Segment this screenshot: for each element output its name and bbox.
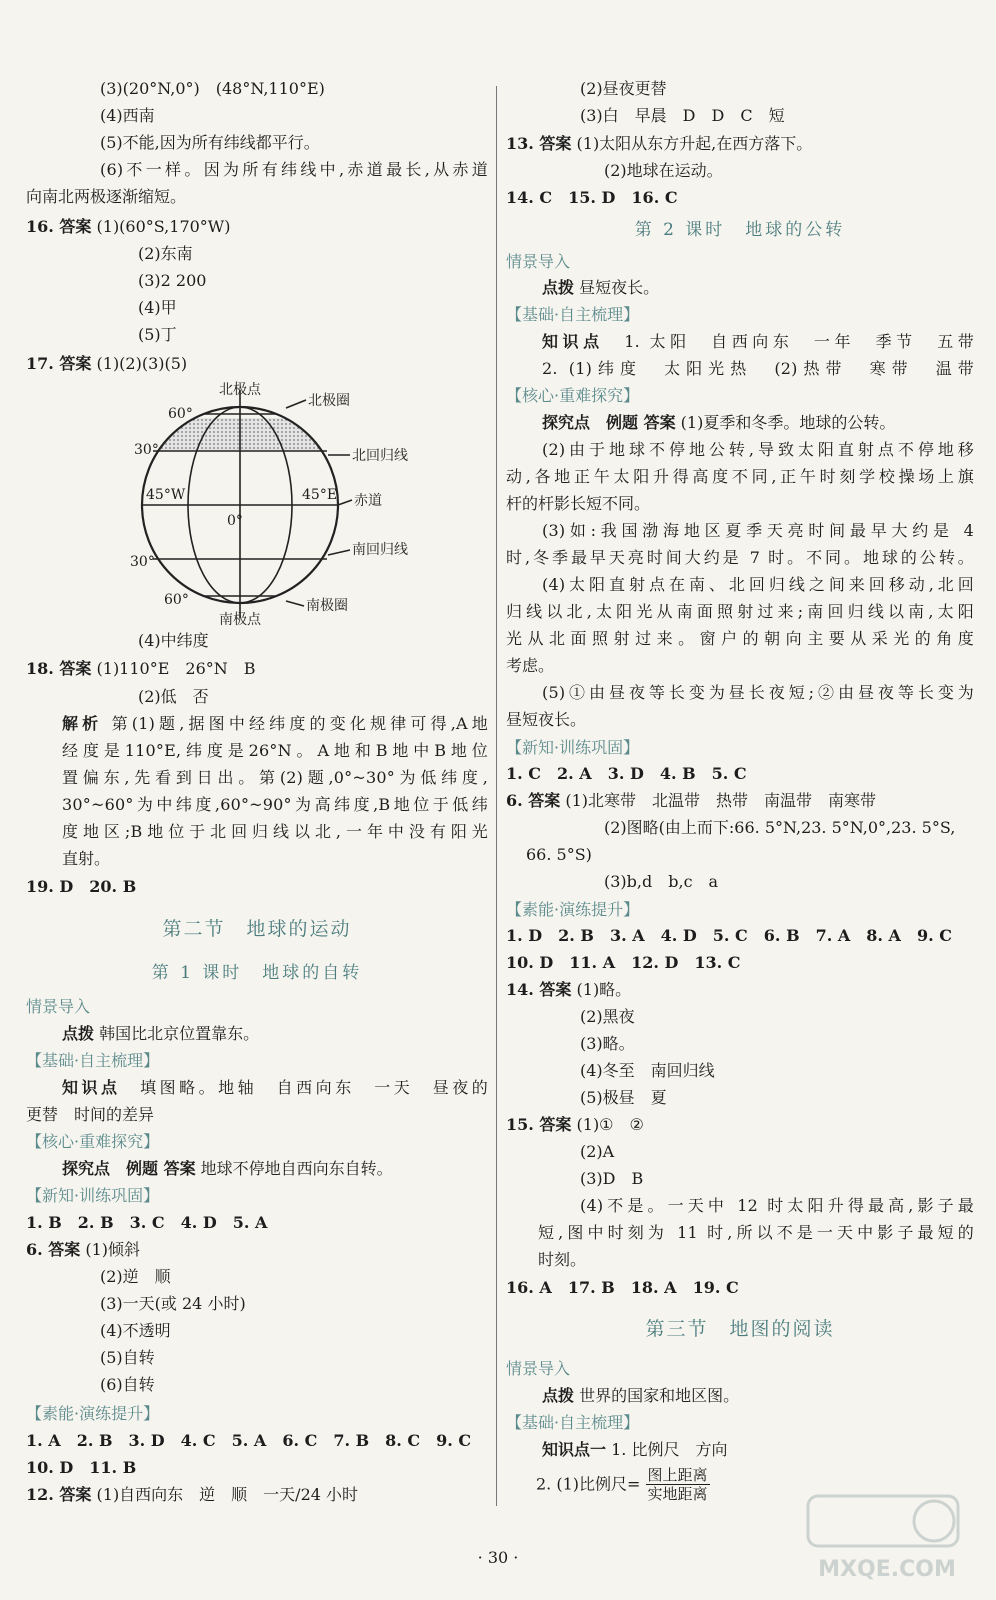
- label-lat-60n: 60°: [168, 406, 193, 422]
- analysis-line: 置偏东,先看到日出。第(2)题,0°~30°为低纬度,: [62, 768, 488, 787]
- tag-basic: 【基础·自主梳理】: [26, 1051, 160, 1070]
- answer-line: (5)自转: [100, 1348, 155, 1367]
- analysis-line: 直射。: [62, 849, 111, 868]
- tag-core: 【核心·重难探究】: [506, 386, 640, 405]
- column-divider: [496, 86, 497, 1506]
- question-label: 12. 答案: [26, 1485, 92, 1504]
- section-title: 第二节 地球的运动: [162, 918, 352, 940]
- answer-text: (1)(60°S,170°W): [96, 217, 231, 236]
- explore-line: 动,各地正午太阳升得高度不同,正午时刻学校操场上旗: [506, 467, 974, 486]
- question-6: [26, 1239, 488, 1261]
- fraction-denominator: 实地距离: [647, 1485, 708, 1503]
- watermark-logo: [802, 1488, 972, 1588]
- answer-line: 1. C 2. A 3. D 4. B 5. C: [506, 764, 747, 783]
- question-label: 18. 答案: [26, 659, 92, 678]
- explore-line: [26, 1158, 488, 1180]
- answer-line: (3)2 200: [138, 271, 207, 290]
- question-12: [26, 1484, 488, 1506]
- explore-line: (3)如:我国渤海地区夏季天亮时间最早大约是 4: [542, 521, 974, 540]
- analysis-line: 度地区;B地位于北回归线以北,一年中没有阳光: [62, 822, 488, 841]
- tag-core: 【核心·重难探究】: [26, 1132, 160, 1151]
- question-16: [26, 216, 488, 238]
- hint-line: [506, 1385, 974, 1407]
- explore-text: 地球不停地自西向东自转。: [200, 1159, 393, 1178]
- answer-line: (2)逆 顺: [100, 1267, 171, 1286]
- leader-tropic-s: [328, 550, 350, 555]
- answer-line: 短,图中时刻为 11 时,所以不是一天中影子最短的: [538, 1223, 974, 1242]
- question-6: [506, 790, 974, 812]
- answer-line: 14. C 15. D 16. C: [506, 188, 678, 207]
- hint-line: [26, 1023, 488, 1045]
- explore-line: 昼短夜长。: [506, 710, 587, 729]
- answer-line: (5)丁: [138, 325, 177, 344]
- answer-line: (2)黑夜: [580, 1007, 635, 1026]
- label-lat-30n: 30°: [134, 442, 159, 458]
- explore-line: 光从北面照射过来。窗户的朝向主要从采光的角度: [506, 629, 974, 648]
- hint-label: 点拨: [542, 1386, 575, 1405]
- explore-line: [506, 412, 974, 434]
- answer-text: (1)自西向东 逆 顺 一天/24 小时: [96, 1485, 359, 1504]
- label-45w: 45°W: [146, 487, 186, 503]
- answer-line: (3)一天(或 24 小时): [100, 1294, 246, 1313]
- question-label: 6. 答案: [506, 791, 561, 810]
- answer-line: (6)不一样。因为所有纬线中,赤道最长,从赤道: [100, 160, 488, 179]
- answer-line: 1. D 2. B 3. A 4. D 5. C 6. B 7. A 8. A 9. C: [506, 926, 952, 945]
- fraction-numerator: 图上距离: [647, 1466, 708, 1484]
- label-equator: 赤道: [354, 493, 382, 509]
- explore-text: (1)夏季和冬季。地球的公转。: [680, 413, 896, 432]
- answer-text: (1)① ②: [576, 1115, 644, 1134]
- answer-text: (1)略。: [576, 980, 632, 999]
- watermark-text: MXQE.COM: [818, 1557, 956, 1582]
- formula-lead: 2. (1)比例尺=: [536, 1474, 641, 1494]
- tag-intro: 情景导入: [506, 1359, 571, 1378]
- label-north-pole: 北极点: [219, 382, 261, 398]
- knowledge-line: 更替 时间的差异: [26, 1105, 155, 1124]
- analysis-line: 经度是110°E,纬度是26°N。A地和B地中B地位: [62, 741, 488, 760]
- tag-ability: 【素能·演练提升】: [506, 900, 640, 919]
- section-title: 第三节 地图的阅读: [645, 1318, 835, 1340]
- hint-text: 韩国比北京位置靠东。: [99, 1024, 260, 1043]
- question-17: [26, 353, 488, 375]
- knowledge-label: 知识点: [542, 332, 604, 351]
- answer-line: 19. D 20. B: [26, 877, 137, 896]
- answer-line: (4)不透明: [100, 1321, 171, 1340]
- hint-text: 昼短夜长。: [579, 278, 660, 297]
- label-tropic-s: 南回归线: [352, 542, 408, 558]
- answer-text: (1)(2)(3)(5): [96, 354, 188, 373]
- answer-line: 时刻。: [538, 1250, 587, 1269]
- explore-line: (2)由于地球不停地公转,导致太阳直射点不停地移: [542, 440, 974, 459]
- question-label: 13. 答案: [506, 134, 572, 153]
- tag-ability: 【素能·演练提升】: [26, 1404, 160, 1423]
- tag-intro: 情景导入: [506, 252, 571, 271]
- knowledge-line: [506, 331, 974, 353]
- explore-line: 考虑。: [506, 656, 555, 675]
- answer-line: 1. B 2. B 3. C 4. D 5. A: [26, 1213, 268, 1232]
- question-13: [506, 133, 974, 155]
- knowledge-label: 知识点一: [542, 1440, 607, 1459]
- analysis-line: [26, 713, 488, 735]
- hint-label: 点拨: [542, 278, 575, 297]
- label-tropic-n: 北回归线: [352, 448, 408, 464]
- answer-line: (2)东南: [138, 244, 193, 263]
- analysis-label: 解析: [62, 714, 103, 733]
- lesson-title: 第 1 课时 地球的自转: [151, 963, 363, 983]
- answer-line: (2)低 否: [138, 687, 209, 706]
- answer-line: (3)略。: [580, 1034, 635, 1053]
- lesson-title: 第 2 课时 地球的公转: [634, 220, 846, 240]
- leader-arctic: [286, 400, 306, 408]
- answer-line: (4)西南: [100, 106, 155, 125]
- question-label: 17. 答案: [26, 354, 92, 373]
- question-label: 14. 答案: [506, 980, 572, 999]
- question-label: 6. 答案: [26, 1240, 81, 1259]
- fraction: [646, 1466, 710, 1503]
- answer-line: (2)昼夜更替: [580, 79, 667, 98]
- answer-line: (2)A: [580, 1142, 615, 1161]
- question-15: [506, 1114, 974, 1136]
- knowledge-line: 2. (1)纬度 太阳光热 (2)热带 寒带 温带: [542, 359, 974, 378]
- answer-line: 16. A 17. B 18. A 19. C: [506, 1278, 739, 1297]
- answer-line: (3)(20°N,0°) (48°N,110°E): [100, 79, 325, 98]
- knowledge-line: [26, 1077, 488, 1099]
- answer-line: (4)中纬度: [138, 631, 209, 650]
- knowledge-line: [506, 1439, 974, 1461]
- question-label: 16. 答案: [26, 217, 92, 236]
- answer-line: (6)自转: [100, 1375, 155, 1394]
- analysis-text: 第(1)题,据图中经纬度的变化规律可得,A地: [111, 714, 488, 733]
- explore-line: 时,冬季最早天亮时间大约是 7 时。不同。地球的公转。: [506, 548, 974, 567]
- label-lat-30s: 30°: [130, 554, 155, 570]
- answer-line: (2)图略(由上而下:66. 5°N,23. 5°N,0°,23. 5°S,: [604, 818, 956, 837]
- knowledge-text: 1. 比例尺 方向: [611, 1440, 728, 1459]
- explore-line: (5)①由昼夜等长变为昼长夜短;②由昼夜等长变为: [542, 683, 974, 702]
- label-arctic: 北极圈: [308, 393, 350, 409]
- answer-text: (1)太阳从东方升起,在西方落下。: [576, 134, 813, 153]
- answer-line: (3)b,d b,c a: [604, 872, 719, 891]
- page-number: · 30 ·: [477, 1548, 519, 1567]
- hint-line: [506, 277, 974, 299]
- tag-basic: 【基础·自主梳理】: [506, 1413, 640, 1432]
- analysis-line: 30°~60°为中纬度,60°~90°为高纬度,B地位于低纬: [62, 795, 488, 814]
- tag-intro: 情景导入: [26, 997, 91, 1016]
- label-antarctic: 南极圈: [306, 598, 348, 614]
- answer-line: 10. D 11. B: [26, 1458, 137, 1477]
- answer-line: (2)地球在运动。: [604, 161, 723, 180]
- knowledge-text: 填图略。地轴 自西向东 一天 昼夜的: [140, 1078, 488, 1097]
- answer-line: (3)D B: [580, 1169, 644, 1188]
- answer-line: (5)不能,因为所有纬线都平行。: [100, 133, 320, 152]
- answer-line: (4)不是。一天中 12 时太阳升得最高,影子最: [580, 1196, 974, 1215]
- tag-basic: 【基础·自主梳理】: [506, 305, 640, 324]
- answer-line: 向南北两极逐渐缩短。: [26, 187, 187, 206]
- leader-antarctic: [286, 601, 304, 606]
- explore-line: 杆的杆影长短不同。: [506, 494, 651, 513]
- label-south-pole: 南极点: [219, 612, 261, 628]
- globe-diagram: [100, 378, 460, 628]
- explore-label: 探究点 例题 答案: [542, 413, 676, 432]
- leader-equator: [338, 500, 352, 505]
- answer-line: 1. A 2. B 3. D 4. C 5. A 6. C 7. B 8. C 9. C: [26, 1431, 472, 1450]
- answer-line: 66. 5°S): [526, 845, 592, 864]
- question-18: [26, 658, 488, 680]
- tag-practice: 【新知·训练巩固】: [506, 738, 640, 757]
- answer-line: (5)极昼 夏: [580, 1088, 667, 1107]
- question-label: 15. 答案: [506, 1115, 572, 1134]
- answer-text: (1)110°E 26°N B: [96, 659, 256, 678]
- knowledge-label: 知识点: [62, 1078, 121, 1097]
- answer-text: (1)北寒带 北温带 热带 南温带 南寒带: [565, 791, 877, 810]
- label-45e: 45°E: [302, 487, 338, 503]
- explore-line: 归线以北,太阳光从南面照射过来;南回归线以南,太阳: [506, 602, 974, 621]
- label-lat-60s: 60°: [164, 592, 189, 608]
- answer-line: (3)白 早晨 D D C 短: [580, 106, 785, 125]
- label-center-0: 0°: [227, 513, 243, 529]
- answer-line: (4)冬至 南回归线: [580, 1061, 715, 1080]
- answer-line: (4)甲: [138, 298, 177, 317]
- knowledge-text: 1. 太阳 自西向东 一年 季节 五带: [624, 332, 974, 351]
- hint-label: 点拨: [62, 1024, 95, 1043]
- hint-text: 世界的国家和地区图。: [579, 1386, 740, 1405]
- explore-label: 探究点 例题 答案: [62, 1159, 196, 1178]
- question-14: [506, 979, 974, 1001]
- answer-line: 10. D 11. A 12. D 13. C: [506, 953, 741, 972]
- answer-text: (1)倾斜: [85, 1240, 141, 1259]
- tag-practice: 【新知·训练巩固】: [26, 1186, 160, 1205]
- explore-line: (4)太阳直射点在南、北回归线之间来回移动,北回: [542, 575, 974, 594]
